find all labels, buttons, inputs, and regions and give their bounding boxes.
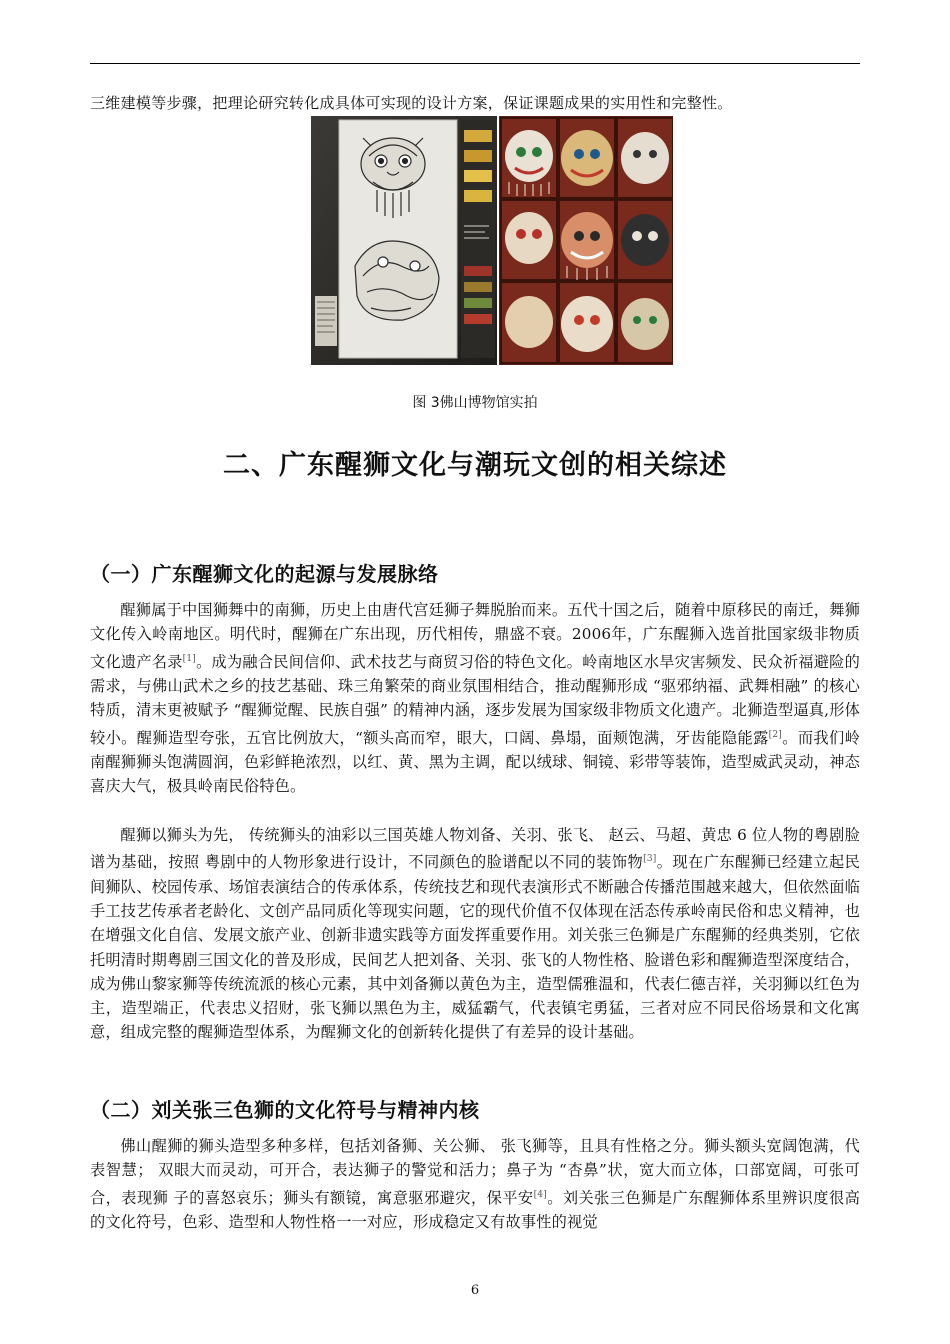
- section-heading-1: （一）广东醒狮文化的起源与发展脉络: [90, 562, 439, 586]
- chapter-title: 二、广东醒狮文化与潮玩文创的相关综述: [223, 450, 727, 481]
- paragraph-text-run: 。成为融合民间信仰、武术技艺与商贸习俗的特色文化。岭南地区水旱灾害频发、民众祈福避险的需求，与佛山武术之乡的技艺基础、珠三角繁荣的商业氛围相结合，推动醒狮形成 “驱邪纳福、武舞相融” 的核心特质，清末更被赋予 “醒狮觉醒、民族自强” 的精神内涵，逐步发展为国家级非物质文化遗产。北狮造型逼真,形体较小。醒狮造型夸张，五官比例放大，“额头高而窄，眼大，口阔、鼻塌，面颊饱满，牙齿能隐能露: [90, 652, 860, 747]
- paragraph-text-run: 。而我们岭南醒狮狮头饱满圆润，色彩鲜艳浓烈，以红、黄、黑为主调，配以绒球、铜镜、彩带等装饰，造型威武灵动，神态喜庆大气，极具岭南民俗特色。: [90, 728, 860, 796]
- citation-marker: [4]: [533, 1189, 547, 1200]
- paragraph-text-run: 。现在广东醒狮已经建立起民间狮队、校园传承、场馆表演结合的传承体系，传统技艺和现代表演形式不断融合传播范围越来越大，但依然面临手工技艺传承者老龄化、文创产品同质化等现实问题，它的现代价值不仅体现在活态传承岭南民俗和忠义精神，也在增强文化自信、发展文旅产业、创新非遗实践等方面发挥重要作用。刘关张三色狮是广东醒狮的经典类别，它依托明清时期粤剧三国文化的普及形成，民间艺人把刘备、关羽、张飞的人物性格、脸谱色彩和醒狮造型深度结合，成为佛山黎家狮等传统流派的核心元素，其中刘备狮以黄色为主，造型儒雅温和，代表仁德吉祥，关羽狮以红色为主，造型端正，代表忠义招财，张飞狮以黑色为主，威猛霸气，代表镇宅勇猛，三者对应不同民俗场景和文化寓意，组成完整的醒狮造型体系，为醒狮文化的创新转化提供了有差异的设计基础。: [90, 853, 861, 1042]
- header-rule: [90, 63, 860, 64]
- paragraph-text-run: 。刘关张三色狮是广东醒狮体系里辨识度很高的文化符号，色彩、造型和人物性格一一对应，形成稳定又有故事性的视觉: [90, 1188, 860, 1231]
- figure-3: [311, 116, 673, 365]
- page-number: 6: [470, 1283, 480, 1298]
- paragraph-text-run: 醒狮以狮头为先， 传统狮头的油彩以三国英雄人物刘备、关羽、张飞、 赵云、马超、黄忠 6 位人物的粤剧脸谱为基础，按照 粤剧中的人物形象进行设计，不同颜色的脸谱配以不同的装饰物: [90, 826, 860, 872]
- lion-head-wall-photo: [499, 116, 673, 365]
- figure-caption: 图 3佛山博物馆实拍: [412, 395, 538, 411]
- citation-marker: [2]: [768, 729, 783, 740]
- paragraph-text-run: 佛山醒狮的狮头造型多种多样，包括刘备狮、关公狮、 张飞狮等，且具有性格之分。狮头额头宽阔饱满，代表智慧； 双眼大而灵动，可开合，表达狮子的警觉和活力；鼻子为 “杏鼻”状，宽大而立体，口部宽阔，可张可合，表现狮 子的喜怒哀乐；狮头有额镜，寓意驱邪避灾，保平安: [90, 1137, 860, 1207]
- intro-line: 三维建模等步骤，把理论研究转化成具体可实现的设计方案，保证课题成果的实用性和完整性。: [90, 94, 733, 112]
- section-1-paragraph-2: [90, 823, 860, 1045]
- citation-marker: [3]: [643, 854, 657, 865]
- museum-display-board-photo: [311, 116, 497, 365]
- citation-marker: [1]: [182, 653, 197, 664]
- paragraph-text-run: 醒狮属于中国狮舞中的南狮，历史上由唐代宫廷狮子舞脱胎而来。五代十国之后，随着中原移民的南迁，舞狮文化传入岭南地区。明代时，醒狮在广东出现，历代相传，鼎盛不衰。2006年，广东醒狮入选首批国家级非物质文化遗产名录: [90, 601, 860, 671]
- section-2-paragraph-1: [90, 1134, 860, 1234]
- section-1-paragraph-1: [90, 598, 860, 799]
- section-heading-2: （二）刘关张三色狮的文化符号与精神内核: [90, 1098, 480, 1122]
